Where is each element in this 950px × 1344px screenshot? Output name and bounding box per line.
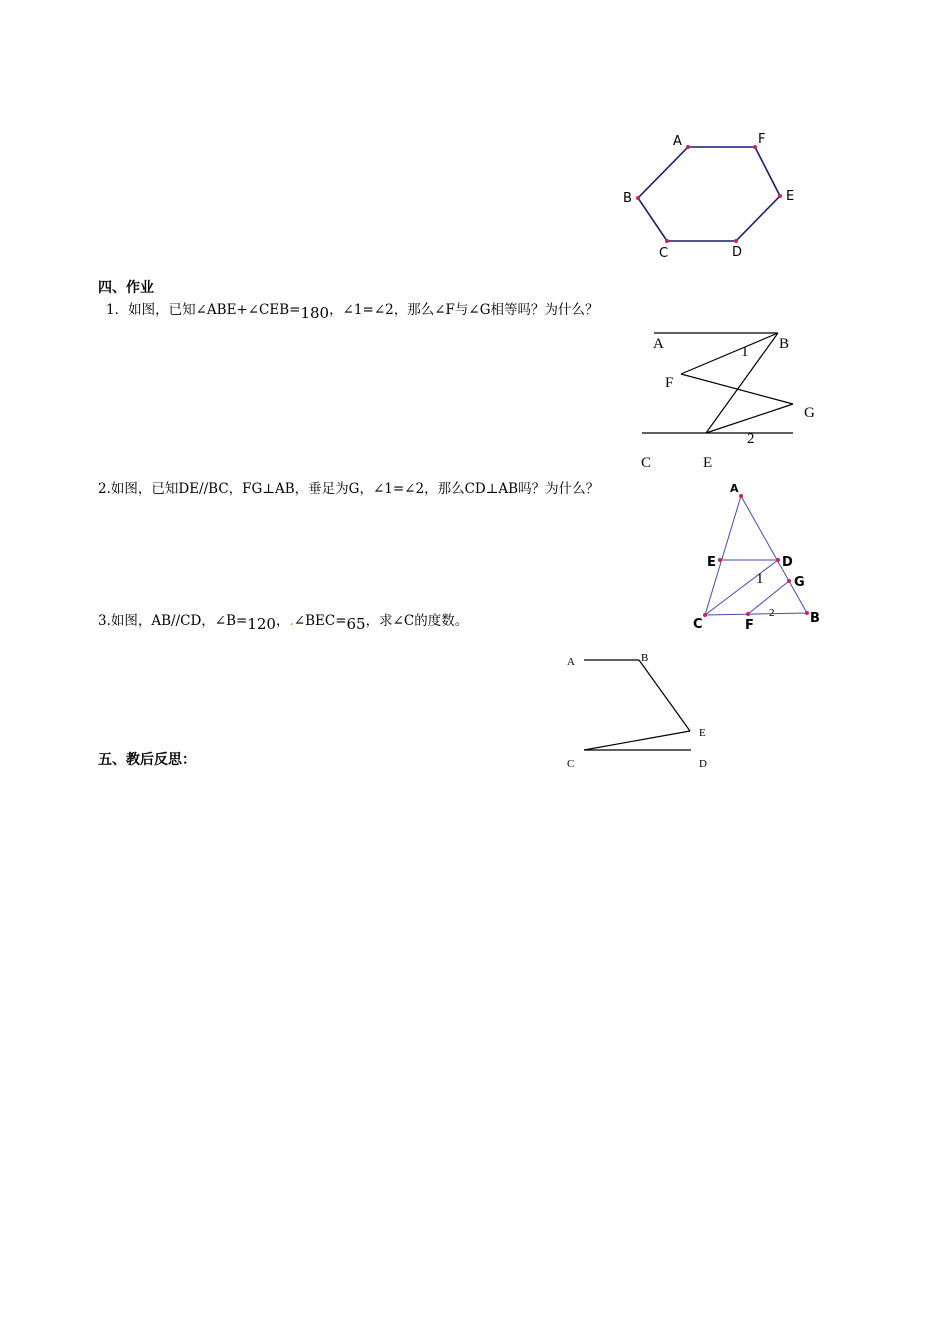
hexagon-label-b: B [623,191,632,206]
figure-1-label-1: 1 [741,344,749,360]
question-1-prefix: 1．如图，已知∠ABE+∠CEB= [106,302,301,318]
question-3-prefix: 3.如图，AB//CD，∠B= [98,613,248,629]
figure-2-label-g: G [794,575,805,590]
hexagon-label-e: E [786,189,795,204]
figure-3-label-d: D [699,758,707,770]
question-1-value: 180 [300,304,330,322]
figure-1-label-g: G [804,405,815,421]
hexagon-label-d: D [732,245,743,260]
figure-1-label-e: E [703,455,713,471]
hexagon-label-f: F [758,132,766,147]
figure-2-label-c: C [693,617,703,632]
figure-2-label-b: B [810,611,820,626]
question-1-suffix: ，∠1=∠2，那么∠F与∠G相等吗？为什么？ [329,302,599,318]
question-3-bec-value: 65 [346,615,366,633]
section-4-heading: 四、作业 [98,280,154,296]
question-3-bec: ∠BEC= [293,613,347,629]
figure-3-label-b: B [641,652,649,664]
figure-2-label-f: F [745,618,754,633]
figure-2-label-1: 1 [756,571,764,587]
figure-1-label-2: 2 [747,431,755,447]
hexagon-label-a: A [673,134,682,149]
question-3-suffix: ，求∠C的度数。 [365,613,469,629]
section-5-heading: 五、教后反思： [98,752,196,768]
figure-3-label-a: A [567,656,575,668]
question-3-dot: . [289,613,294,629]
figure-1-label-f: F [665,375,674,391]
hexagon-label-c: C [659,246,669,261]
question-3-mid: ， [275,613,290,629]
figure-3-label-c: C [567,758,575,770]
figure-2-label-2: 2 [769,607,775,619]
figure-1-label-b: B [779,336,790,352]
figure-2-label-e: E [707,555,716,570]
figure-1-label-a: A [653,336,664,352]
question-2: 2.如图，已知DE//BC，FG⊥AB，垂足为G，∠1=∠2，那么CD⊥AB吗？为什么？ [98,481,600,497]
figure-1-label-c: C [641,455,652,471]
figure-2-label-d: D [782,555,793,570]
question-3-b-value: 120 [247,615,276,633]
figure-2-label-a: A [730,482,739,495]
figure-3-label-e: E [699,727,706,739]
